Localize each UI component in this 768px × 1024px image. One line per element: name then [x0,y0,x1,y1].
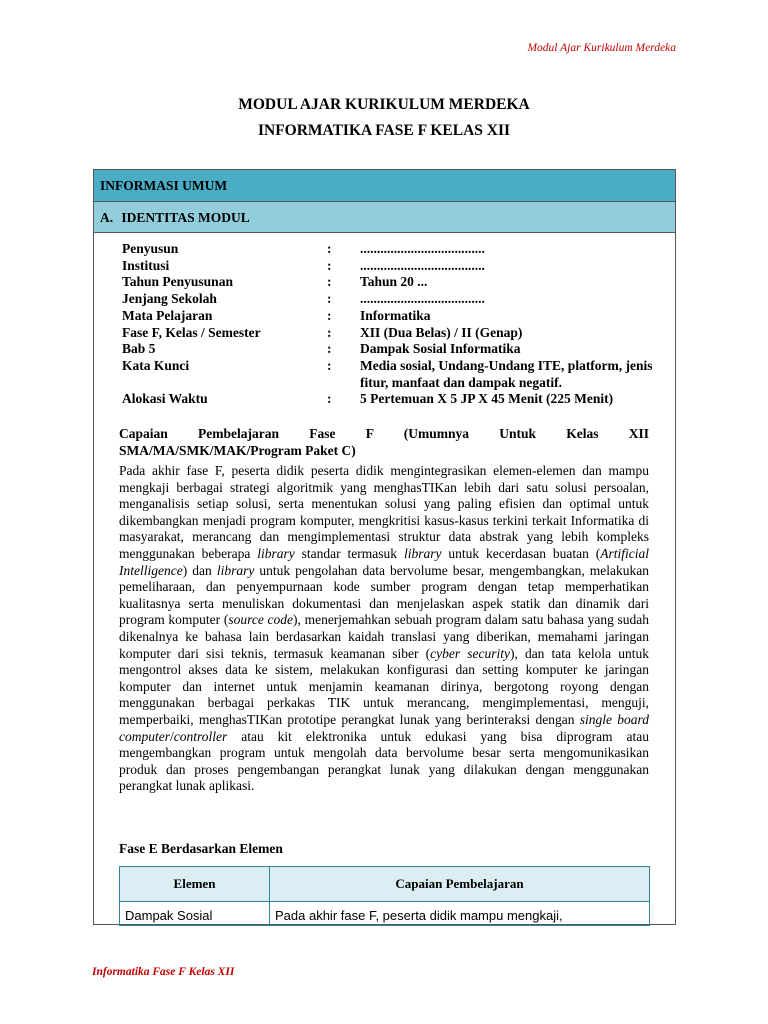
identity-row [122,358,672,391]
identity-sep: : [327,241,332,256]
identity-row [122,341,672,358]
identity-sep: : [327,391,332,407]
identity-row [122,308,672,325]
identity-value: XII (Dua Belas) / II (Genap) [360,324,523,340]
identity-row [122,258,672,275]
table-row [120,902,650,926]
identity-sep: : [327,357,332,373]
identity-label: Mata Pelajaran [122,307,213,323]
capaian-heading-line2: SMA/MA/SMK/MAK/Program Paket C) [119,443,356,458]
table-header-row [120,867,650,902]
document-title-line1: MODUL AJAR KURIKULUM MERDEKA [238,96,530,113]
identity-sep: : [327,274,332,290]
identity-value: ..................................... [360,241,485,256]
identity-value: Tahun 20 ... [360,274,428,290]
section-module-identity [94,202,675,233]
identity-sep: : [327,307,332,323]
identity-value: ..................................... [360,291,485,307]
table-cell-capaian: Pada akhir fase F, peserta didik mampu mengkaji, [270,902,650,926]
table-cell-elemen: Dampak Sosial [120,902,270,926]
identity-value: 5 Pertemuan X 5 JP X 45 Menit (225 Menit) [360,391,614,407]
identity-row [122,391,672,408]
identity-sep: : [327,341,332,357]
identity-row [122,241,672,258]
running-footer: Informatika Fase F Kelas XII [92,966,235,978]
section-label: IDENTITAS MODUL [121,210,250,225]
identity-value: ..................................... [360,257,485,273]
identity-label: Tahun Penyusunan [122,274,233,290]
identity-label: Kata Kunci [122,357,190,373]
identity-label: Alokasi Waktu [122,391,208,407]
section-general-info: INFORMASI UMUM [94,170,675,202]
identity-row [122,274,672,291]
elements-table [119,866,650,926]
identity-value: Dampak Sosial Informatika [360,341,521,357]
identity-value: Media sosial, Undang-Undang ITE, platform, jenis fitur, manfaat dan dampak negatif. [360,357,653,390]
fase-heading: Fase E Berdasarkan Elemen [119,841,283,856]
identity-label: Fase F, Kelas / Semester [122,324,261,340]
identity-label: Institusi [122,257,170,273]
capaian-heading-line1: Capaian Pembelajaran Fase F (Umumnya Untuk Kelas XII [119,426,649,441]
identity-list [122,241,672,408]
identity-label: Jenjang Sekolah [122,291,217,307]
identity-label: Bab 5 [122,341,156,357]
document-title-line2: INFORMATIKA FASE F KELAS XII [257,122,511,139]
running-header: Modul Ajar Kurikulum Merdeka [527,42,676,54]
content-frame [93,169,676,925]
table-header-elemen: Elemen [120,867,270,902]
identity-row [122,325,672,342]
identity-value: Informatika [360,307,431,323]
identity-label: Penyusun [122,241,179,256]
capaian-paragraph: Pada akhir fase F, peserta didik peserta didik mengintegrasikan elemen-elemen dan mampu mengkaji berbagai strategi algoritmik yang menghasTIKan lebih dari satu solusi persoalan, menganalisis setiap solusi, serta menentukan solusi yang paling efisien dan optimal untuk dikembangkan menjadi program komputer, mengkritisi kasus-kasus terkini terkait Informatika di masyarakat, merancang dan mengimplementasi struktur data abstrak yang lebih kompleks menggunakan beberapa library standar termasuk library untuk kecerdasan buatan (Artificial Intelligence) dan library untuk pengolahan data bervolume besar, mengembangkan, melakukan pemeliharaan, dan penyempurnaan kode sumber program dengan tetap memperhatikan kualitasnya serta menuliskan dokumentasi dan menjelaskan aspek statik dan dinamik dari program komputer (source code), menerjemahkan sebuah program dalam satu bahasa yang sudah dikenalnya ke bahasa lain berdasarkan kaidah translasi yang diberikan, memahami jaringan komputer dari sisi teknis, termasuk keamanan siber (cyber security), dan tata kelola untuk mengontrol akses data ke sistem, melakukan konfigurasi dan setting komputer ke jaringan komputer dan internet untuk menjamin keamanan dirinya, bergotong royong dengan menggunakan berbagai perkakas TIK untuk merancang, mengimplementasi, menguji, memperbaiki, menghasTIKan prototipe perangkat lunak yang berinteraksi dengan single board computer/controller atau kit elektronika untuk edukasi yang bisa diprogram atau mengembangkan program untuk mengolah data bervolume besar serta mengomunikasikan produk dan proses pengembangan perangkat lunak yang dilakukan dengan menggunakan perangkat lunak aplikasi. [119,463,650,794]
section-number: A. [100,210,114,225]
identity-sep: : [327,324,332,340]
table-header-capaian: Capaian Pembelajaran [270,867,650,902]
identity-sep: : [327,257,332,273]
identity-sep: : [327,291,332,307]
identity-row [122,291,672,308]
